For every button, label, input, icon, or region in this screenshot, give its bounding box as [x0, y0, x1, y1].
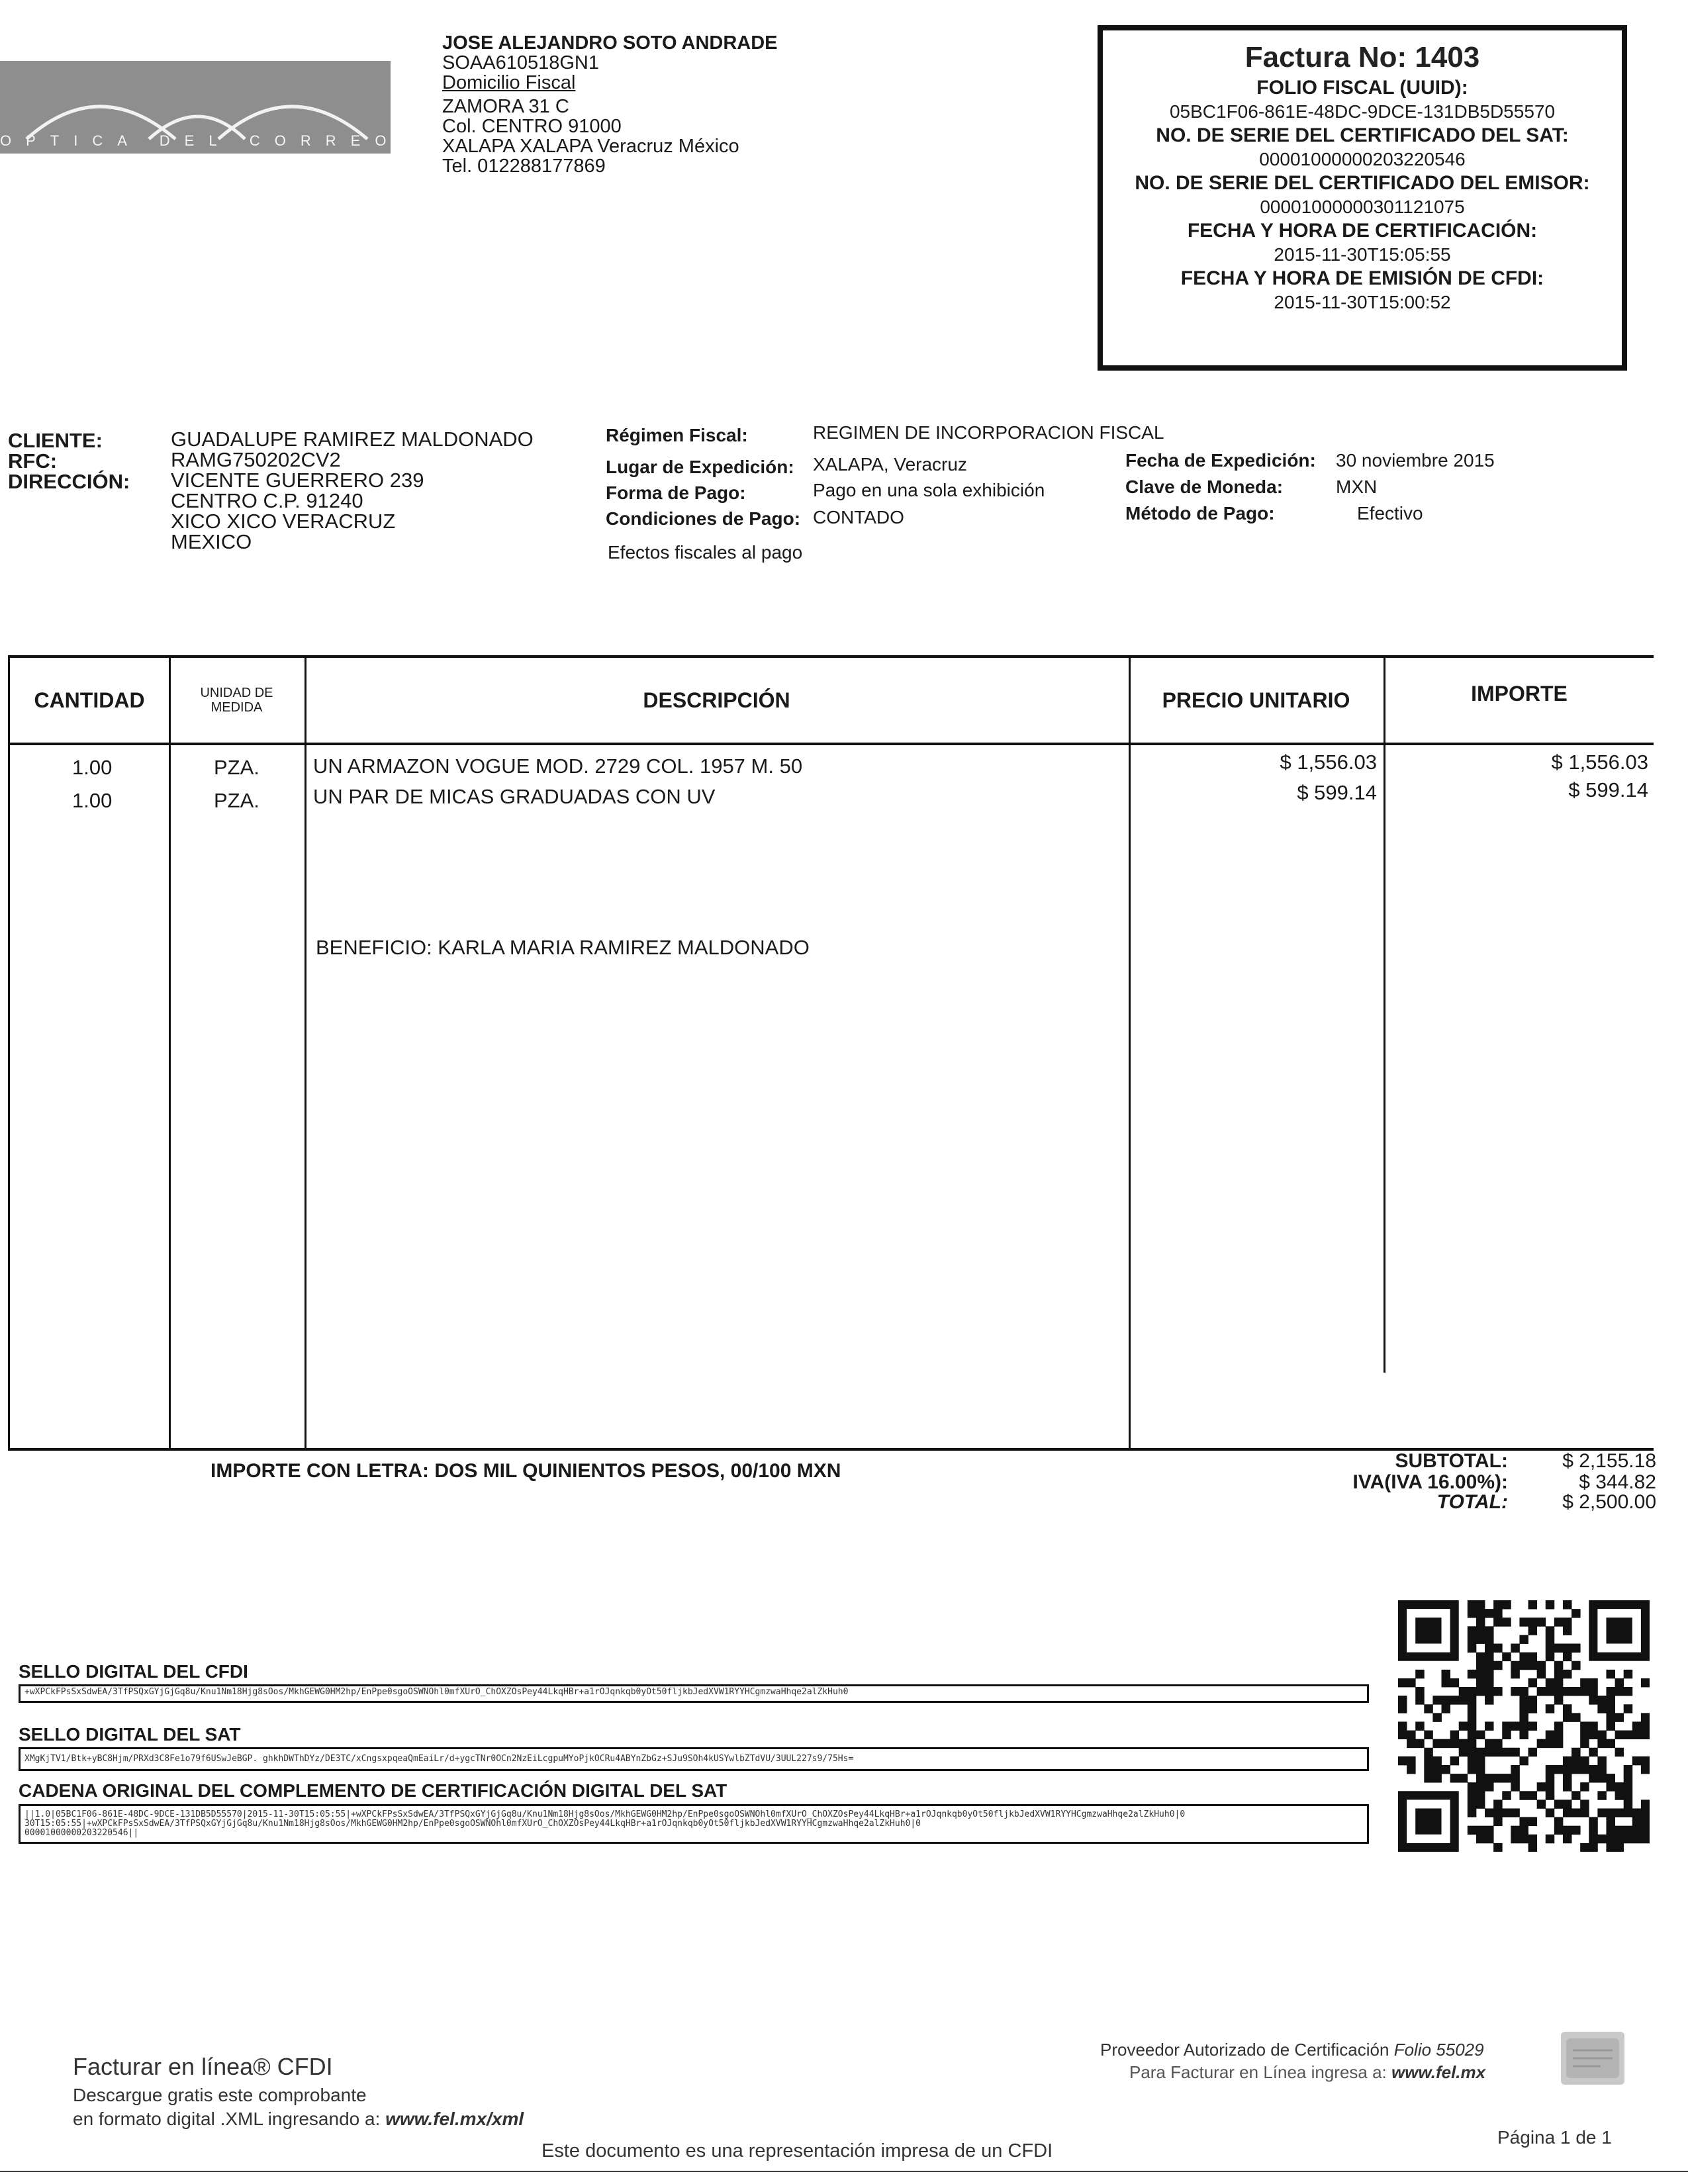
header-divider [10, 743, 1654, 745]
sat-cert-label: NO. DE SERIE DEL CERTIFICADO DEL SAT: [1156, 124, 1569, 146]
metodo-pago-label: Método de Pago: [1125, 503, 1275, 523]
footer-line1: Descargue gratis este comprobante [73, 2085, 367, 2105]
lugar-value: XALAPA, Veracruz [813, 454, 967, 475]
provider-seal-icon [1561, 2032, 1624, 2085]
sello-cfdi-label: SELLO DIGITAL DEL CFDI [19, 1661, 248, 1682]
iva-label: IVA(IVA 16.00%): [1352, 1471, 1508, 1493]
iva-value: $ 344.82 [1579, 1471, 1656, 1493]
cadena-original-box [19, 1804, 1369, 1844]
page-number: Página 1 de 1 [1497, 2127, 1612, 2148]
issuer-city: XALAPA XALAPA Veracruz México [442, 136, 739, 157]
provider-folio: Folio 55029 [1393, 2040, 1484, 2060]
client-address-line1: VICENTE GUERRERO 239 [171, 469, 424, 492]
qr-code-graphic [1398, 1600, 1650, 1852]
regimen-label: Régimen Fiscal: [606, 425, 748, 445]
provider-link[interactable]: www.fel.mx [1391, 2062, 1486, 2082]
footer-line2 [73, 2109, 524, 2130]
items-table [8, 655, 1654, 1451]
footer-brand: Facturar en línea® CFDI [73, 2053, 333, 2080]
row1-precio: $ 1,556.03 [1280, 751, 1377, 774]
col-divider [169, 658, 171, 1448]
client-name: GUADALUPE RAMIREZ MALDONADO [171, 428, 534, 451]
header-unidad-line1: UNIDAD DE [200, 686, 273, 700]
footer-line2-prefix: en formato digital .XML ingresando a: [73, 2109, 386, 2129]
issuer-street: ZAMORA 31 C [442, 96, 569, 117]
uuid-label: FOLIO FISCAL (UUID): [1256, 77, 1468, 99]
row1-importe: $ 1,556.03 [1551, 751, 1648, 774]
provider-line2-prefix: Para Facturar en Línea ingresa a: [1129, 2062, 1392, 2082]
logo-text: OPTICA DEL CORREO [0, 132, 401, 149]
header-cantidad: CANTIDAD [34, 688, 145, 712]
issuer-domicilio-label: Domicilio Fiscal [442, 72, 576, 93]
sello-sat-value: XMgKjTV1/Btk+yBC8Hjm/PRXd3C8Fe1o79f6USwJeBGP. ghkhDWThDYz/DE3TC/xCngsxpqeaQmEaiLr/d+ygcTNr0OCn2NzEiLcgpuMYoPjkOCRu4ABYnZbGz+SJu9SOh4kUSYwlbZTdVU/3UUL227s9/75Hs= [24, 1754, 854, 1764]
row2-descripcion: UN PAR DE MICAS GRADUADAS CON UV [313, 785, 716, 808]
forma-pago-value: Pago en una sola exhibición [813, 480, 1045, 500]
cadena-original-label: CADENA ORIGINAL DEL COMPLEMENTO DE CERTIFICACIÓN DIGITAL DEL SAT [19, 1780, 727, 1801]
moneda-label: Clave de Moneda: [1125, 477, 1284, 497]
issuer-phone: Tel. 012288177869 [442, 156, 606, 177]
row2-cantidad: 1.00 [72, 789, 113, 812]
beneficio-note: BENEFICIO: KARLA MARIA RAMIREZ MALDONADO [316, 936, 810, 959]
efectos-fiscales: Efectos fiscales al pago [608, 542, 803, 563]
invoice-number: Factura No: 1403 [1244, 41, 1480, 73]
footer-disclaimer: Este documento es una representación impresa de un CFDI [541, 2140, 1053, 2161]
client-address-line3: XICO XICO VERACRUZ [171, 510, 396, 533]
client-rfc-label: RFC: [8, 449, 58, 473]
subtotal-value: $ 2,155.18 [1562, 1450, 1656, 1472]
client-rfc: RAMG750202CV2 [171, 448, 341, 471]
issuer-block [442, 33, 778, 176]
fecha-expedicion-value: 30 noviembre 2015 [1336, 450, 1495, 471]
col-divider [305, 658, 306, 1448]
client-details [171, 429, 534, 552]
issuer-colonia: Col. CENTRO 91000 [442, 116, 622, 137]
client-label: CLIENTE: [8, 429, 103, 452]
header-unidad [169, 658, 305, 743]
total-label: TOTAL: [1436, 1491, 1508, 1513]
header-importe: IMPORTE [1471, 682, 1568, 705]
cert-date-value: 2015-11-30T15:05:55 [1274, 244, 1451, 265]
sello-sat-label: SELLO DIGITAL DEL SAT [19, 1724, 241, 1745]
sello-sat-box [19, 1747, 1369, 1771]
uuid-value: 05BC1F06-861E-48DC-9DCE-131DB5D55570 [1169, 101, 1556, 122]
sat-cert-value: 00001000000203220546 [1259, 149, 1466, 169]
forma-pago-label: Forma de Pago: [606, 482, 746, 503]
metodo-pago-value: Efectivo [1357, 503, 1423, 523]
moneda-value: MXN [1336, 477, 1378, 497]
sello-cfdi-box [19, 1684, 1369, 1703]
importe-letra [211, 1460, 841, 1482]
row2-unidad: PZA. [214, 789, 259, 812]
importe-letra-value: DOS MIL QUINIENTOS PESOS, 00/100 MXN [434, 1460, 841, 1482]
issuer-rfc: SOAA610518GN1 [442, 52, 599, 73]
cert-date-label: FECHA Y HORA DE CERTIFICACIÓN: [1187, 220, 1538, 242]
cadena-original-line2: 30T15:05:55|+wXPCkFPsSxSdwEA/3TfPSQxGYjGjGq8u/Knu1Nm18Hjg8sOos/MkhGEWG0HM2hp/EnPpe0sgoOSWNOhl0mfXUrO_ChOXZOsPey44LkqHBr+a1rOJqnkqb0yOt50fljkbJedXVW1RYYHCgmzwaHhqe2alZkHuh0|0 [24, 1819, 921, 1829]
emisor-cert-value: 00001000000301121075 [1260, 197, 1465, 217]
emission-date-value: 2015-11-30T15:00:52 [1274, 292, 1451, 312]
header-unidad-line2: MEDIDA [211, 700, 263, 715]
row1-unidad: PZA. [214, 756, 259, 779]
condiciones-label: Condiciones de Pago: [606, 508, 801, 529]
total-value: $ 2,500.00 [1562, 1491, 1656, 1513]
cadena-original-line3: 00001000000203220546|| [24, 1828, 139, 1838]
invoice-info-box [1098, 25, 1627, 371]
client-address-line2: CENTRO C.P. 91240 [171, 489, 363, 512]
provider-line2 [1129, 2062, 1485, 2083]
client-address-line4: MEXICO [171, 530, 252, 553]
row1-descripcion: UN ARMAZON VOGUE MOD. 2729 COL. 1957 M. 50 [313, 754, 803, 778]
row2-importe: $ 599.14 [1568, 778, 1648, 801]
footer-xml-link[interactable]: www.fel.mx/xml [385, 2109, 524, 2129]
col-divider [1129, 658, 1131, 1448]
provider-line1 [1100, 2040, 1484, 2060]
company-logo [0, 61, 401, 154]
row2-precio: $ 599.14 [1297, 781, 1377, 804]
qr-code [1398, 1600, 1650, 1855]
emission-date-label: FECHA Y HORA DE EMISIÓN DE CFDI: [1180, 267, 1544, 289]
cadena-original-line1: ||1.0|05BC1F06-861E-48DC-9DCE-131DB5D55570|2015-11-30T15:05:55|+wXPCkFPsSxSdwEA/3TfPSQxGYjGjGq8u/Knu1Nm18Hjg8sOos/MkhGEWG0HM2hp/EnPpe0sgoOSWNOhl0mfXUrO_ChOXZOsPey44LkqHBr+a1rOJqnkqb0yOt50fljkbJedXVW1RYYHCgmzwaHhqe2alZkHuh0|0 [24, 1809, 1186, 1819]
page-bottom-rule [0, 2171, 1688, 2172]
row1-cantidad: 1.00 [72, 756, 113, 779]
regimen-value: REGIMEN DE INCORPORACION FISCAL [813, 422, 1164, 443]
importe-letra-label: IMPORTE CON LETRA: [211, 1460, 429, 1482]
sello-cfdi-value: +wXPCkFPsSxSdwEA/3TfPSQxGYjGjGq8u/Knu1Nm18Hjg8sOos/MkhGEWG0HM2hp/EnPpe0sgoOSWNOhl0mfXUrO_ChOXZOsPey44LkqHBr+a1rOJqnkqb0yOt50fljkbJedXVW1RYYHCgmzwaHhqe2alZkHuh0 [24, 1687, 849, 1697]
subtotal-label: SUBTOTAL: [1395, 1450, 1508, 1472]
header-precio: PRECIO UNITARIO [1162, 688, 1350, 712]
header-descripcion: DESCRIPCIÓN [643, 688, 790, 712]
provider-prefix: Proveedor Autorizado de Certificación [1100, 2040, 1394, 2060]
fecha-expedicion-label: Fecha de Expedición: [1125, 450, 1316, 471]
client-address-label: DIRECCIÓN: [8, 470, 130, 493]
issuer-name: JOSE ALEJANDRO SOTO ANDRADE [442, 32, 778, 54]
lugar-label: Lugar de Expedición: [606, 457, 794, 477]
condiciones-value: CONTADO [813, 507, 904, 527]
emisor-cert-label: NO. DE SERIE DEL CERTIFICADO DEL EMISOR: [1135, 172, 1590, 194]
